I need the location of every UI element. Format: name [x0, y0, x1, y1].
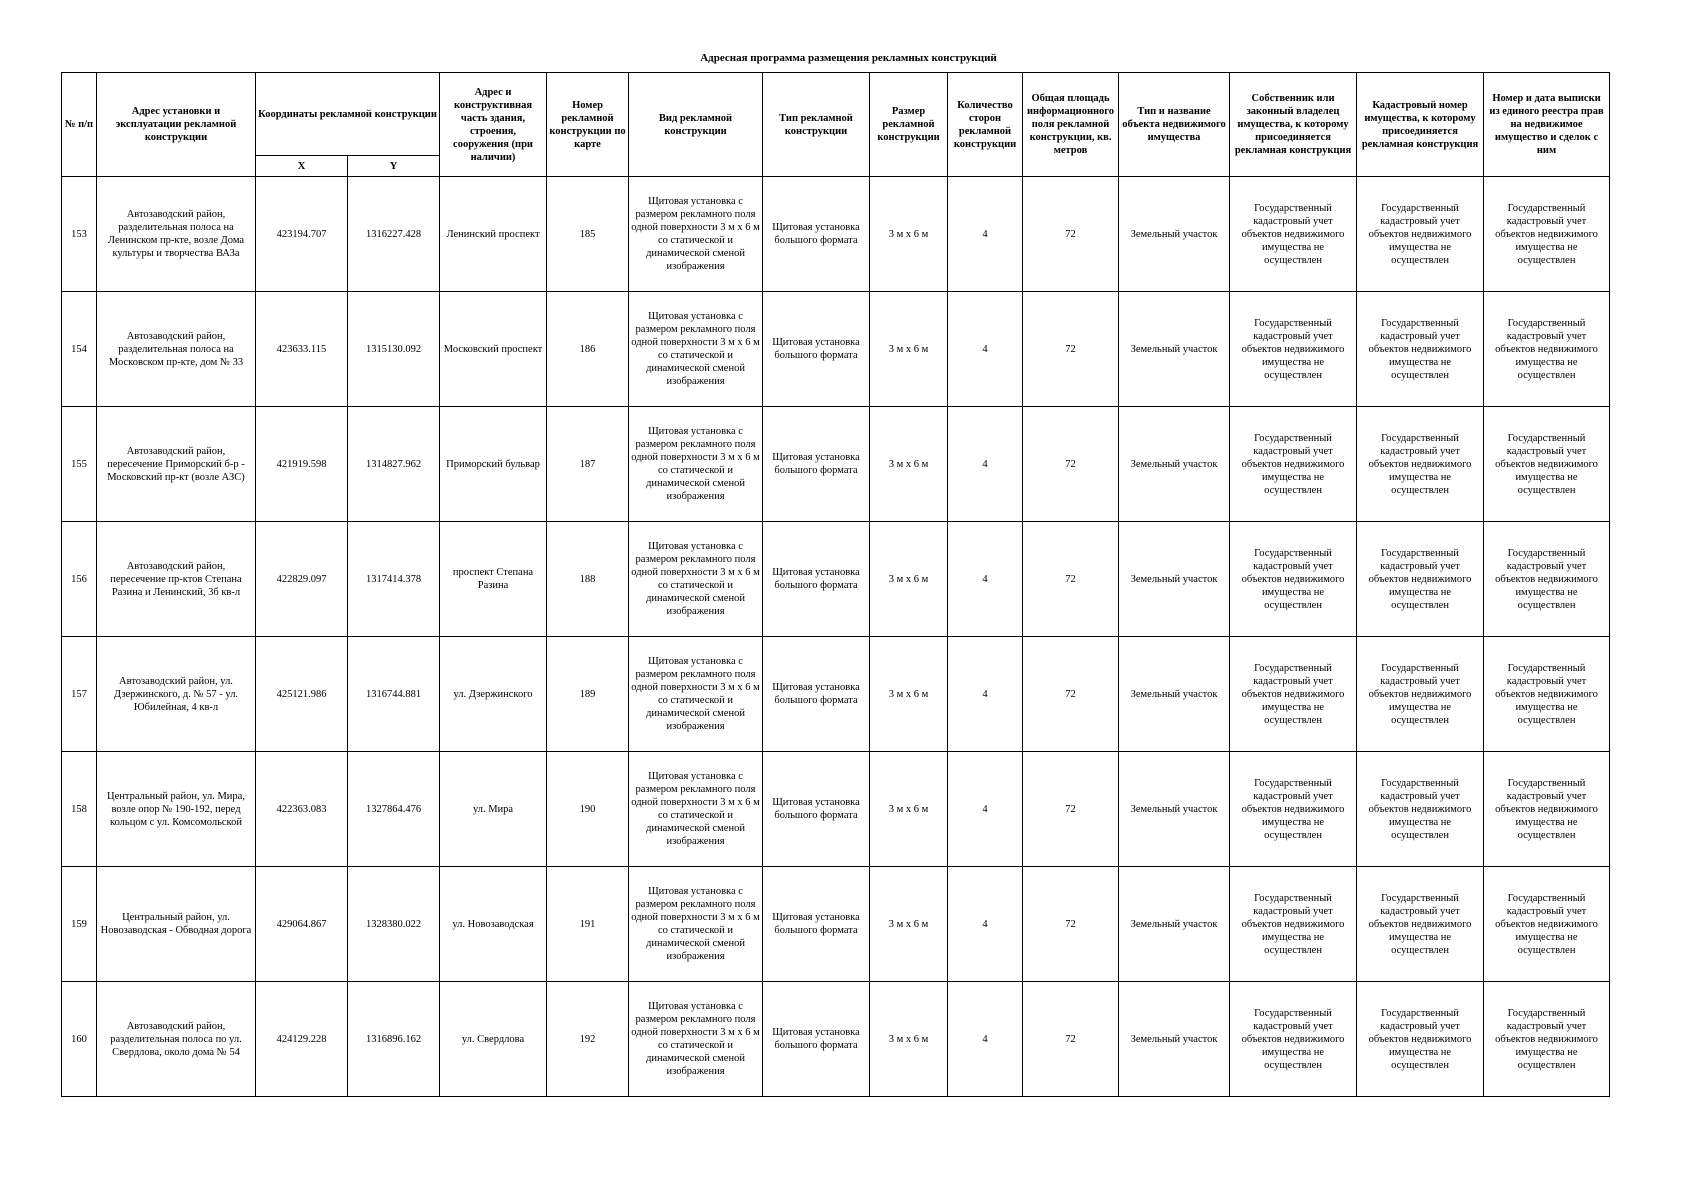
cell-registry: Государственный кадастровый учет объектов недвижимого имущества не осуществлен: [1484, 292, 1610, 407]
cell-sides: 4: [948, 752, 1023, 867]
header-registry: Номер и дата выписки из единого реестра прав на недвижимое имущество и сделок с ним: [1484, 73, 1610, 177]
cell-type: Щитовая установка большого формата: [763, 407, 870, 522]
header-map-num: Номер рекламной конструкции по карте: [547, 73, 629, 177]
cell-num: 154: [62, 292, 97, 407]
cell-map-num: 190: [547, 752, 629, 867]
cell-map-num: 187: [547, 407, 629, 522]
cell-size: 3 м х 6 м: [870, 752, 948, 867]
header-address: Адрес установки и эксплуатации рекламной конструкции: [97, 73, 256, 177]
cell-estate: Земельный участок: [1119, 752, 1230, 867]
cell-x: 423633.115: [256, 292, 348, 407]
cell-area: 72: [1023, 637, 1119, 752]
cell-type: Щитовая установка большого формата: [763, 982, 870, 1097]
cell-estate: Земельный участок: [1119, 522, 1230, 637]
cell-x: 421919.598: [256, 407, 348, 522]
header-type: Тип рекламной конструкции: [763, 73, 870, 177]
header-size: Размер рекламной конструкции: [870, 73, 948, 177]
header-sides: Количество сторон рекламной конструкции: [948, 73, 1023, 177]
cell-x: 423194.707: [256, 177, 348, 292]
cell-kind: Щитовая установка с размером рекламного поля одной поверхности 3 м х 6 м со статической и динамической сменой изображения: [629, 177, 763, 292]
cell-owner: Государственный кадастровый учет объектов недвижимого имущества не осуществлен: [1230, 982, 1357, 1097]
cell-address: Автозаводский район, разделительная полоса на Ленинском пр-кте, возле Дома культуры и творчества ВАЗа: [97, 177, 256, 292]
cell-area: 72: [1023, 982, 1119, 1097]
cell-type: Щитовая установка большого формата: [763, 867, 870, 982]
table-row: [62, 752, 1610, 867]
cell-cadastral: Государственный кадастровый учет объектов недвижимого имущества не осуществлен: [1357, 752, 1484, 867]
cell-address: Автозаводский район, разделительная полоса по ул. Свердлова, около дома № 54: [97, 982, 256, 1097]
cell-building: ул. Мира: [440, 752, 547, 867]
cell-area: 72: [1023, 867, 1119, 982]
cell-num: 156: [62, 522, 97, 637]
cell-type: Щитовая установка большого формата: [763, 292, 870, 407]
cell-y: 1316896.162: [348, 982, 440, 1097]
cell-kind: Щитовая установка с размером рекламного поля одной поверхности 3 м х 6 м со статической и динамической сменой изображения: [629, 407, 763, 522]
header-coords: Координаты рекламной конструкции: [256, 73, 440, 156]
cell-registry: Государственный кадастровый учет объектов недвижимого имущества не осуществлен: [1484, 867, 1610, 982]
cell-cadastral: Государственный кадастровый учет объектов недвижимого имущества не осуществлен: [1357, 522, 1484, 637]
cell-x: 429064.867: [256, 867, 348, 982]
cell-y: 1317414.378: [348, 522, 440, 637]
cell-size: 3 м х 6 м: [870, 177, 948, 292]
cell-size: 3 м х 6 м: [870, 407, 948, 522]
cell-owner: Государственный кадастровый учет объектов недвижимого имущества не осуществлен: [1230, 177, 1357, 292]
cell-address: Центральный район, ул. Новозаводская - Обводная дорога: [97, 867, 256, 982]
cell-registry: Государственный кадастровый учет объектов недвижимого имущества не осуществлен: [1484, 407, 1610, 522]
cell-size: 3 м х 6 м: [870, 292, 948, 407]
cell-map-num: 186: [547, 292, 629, 407]
header-y: Y: [348, 156, 440, 177]
cell-estate: Земельный участок: [1119, 177, 1230, 292]
table-row: [62, 867, 1610, 982]
cell-registry: Государственный кадастровый учет объектов недвижимого имущества не осуществлен: [1484, 752, 1610, 867]
header-row: [62, 73, 1610, 156]
cell-type: Щитовая установка большого формата: [763, 177, 870, 292]
cell-building: проспект Степана Разина: [440, 522, 547, 637]
table-row: [62, 407, 1610, 522]
cell-map-num: 192: [547, 982, 629, 1097]
cell-address: Автозаводский район, пересечение Приморский б-р - Московский пр-кт (возле АЗС): [97, 407, 256, 522]
cell-building: ул. Свердлова: [440, 982, 547, 1097]
cell-map-num: 191: [547, 867, 629, 982]
cell-y: 1315130.092: [348, 292, 440, 407]
cell-area: 72: [1023, 177, 1119, 292]
header-cadastral: Кадастровый номер имущества, к которому присоединяется рекламная конструкция: [1357, 73, 1484, 177]
cell-cadastral: Государственный кадастровый учет объектов недвижимого имущества не осуществлен: [1357, 982, 1484, 1097]
cell-type: Щитовая установка большого формата: [763, 637, 870, 752]
table-row: [62, 637, 1610, 752]
cell-size: 3 м х 6 м: [870, 867, 948, 982]
cell-owner: Государственный кадастровый учет объектов недвижимого имущества не осуществлен: [1230, 407, 1357, 522]
cell-registry: Государственный кадастровый учет объектов недвижимого имущества не осуществлен: [1484, 177, 1610, 292]
cell-type: Щитовая установка большого формата: [763, 522, 870, 637]
cell-estate: Земельный участок: [1119, 867, 1230, 982]
cell-num: 158: [62, 752, 97, 867]
cell-num: 160: [62, 982, 97, 1097]
cell-map-num: 189: [547, 637, 629, 752]
header-num: № п/п: [62, 73, 97, 177]
cell-sides: 4: [948, 292, 1023, 407]
cell-estate: Земельный участок: [1119, 982, 1230, 1097]
advertising-program-table: [61, 72, 1610, 1097]
cell-map-num: 188: [547, 522, 629, 637]
cell-y: 1316227.428: [348, 177, 440, 292]
cell-area: 72: [1023, 292, 1119, 407]
cell-registry: Государственный кадастровый учет объектов недвижимого имущества не осуществлен: [1484, 522, 1610, 637]
cell-kind: Щитовая установка с размером рекламного поля одной поверхности 3 м х 6 м со статической и динамической сменой изображения: [629, 637, 763, 752]
cell-estate: Земельный участок: [1119, 637, 1230, 752]
cell-sides: 4: [948, 177, 1023, 292]
cell-owner: Государственный кадастровый учет объектов недвижимого имущества не осуществлен: [1230, 522, 1357, 637]
cell-owner: Государственный кадастровый учет объектов недвижимого имущества не осуществлен: [1230, 752, 1357, 867]
cell-type: Щитовая установка большого формата: [763, 752, 870, 867]
cell-sides: 4: [948, 637, 1023, 752]
cell-x: 425121.986: [256, 637, 348, 752]
cell-owner: Государственный кадастровый учет объектов недвижимого имущества не осуществлен: [1230, 637, 1357, 752]
table-row: [62, 292, 1610, 407]
cell-kind: Щитовая установка с размером рекламного поля одной поверхности 3 м х 6 м со статической и динамической сменой изображения: [629, 292, 763, 407]
cell-size: 3 м х 6 м: [870, 637, 948, 752]
cell-sides: 4: [948, 407, 1023, 522]
cell-y: 1316744.881: [348, 637, 440, 752]
document-title: Адресная программа размещения рекламных конструкций: [700, 52, 997, 64]
cell-size: 3 м х 6 м: [870, 522, 948, 637]
cell-size: 3 м х 6 м: [870, 982, 948, 1097]
cell-area: 72: [1023, 752, 1119, 867]
cell-num: 157: [62, 637, 97, 752]
cell-map-num: 185: [547, 177, 629, 292]
cell-address: Центральный район, ул. Мира, возле опор № 190-192, перед кольцом с ул. Комсомольской: [97, 752, 256, 867]
cell-estate: Земельный участок: [1119, 292, 1230, 407]
cell-address: Автозаводский район, разделительная полоса на Московском пр-кте, дом № 33: [97, 292, 256, 407]
header-kind: Вид рекламной конструкции: [629, 73, 763, 177]
cell-num: 153: [62, 177, 97, 292]
table-row: [62, 982, 1610, 1097]
cell-kind: Щитовая установка с размером рекламного поля одной поверхности 3 м х 6 м со статической и динамической сменой изображения: [629, 867, 763, 982]
table-body: [62, 177, 1610, 1097]
table-row: [62, 522, 1610, 637]
cell-owner: Государственный кадастровый учет объектов недвижимого имущества не осуществлен: [1230, 867, 1357, 982]
cell-building: ул. Новозаводская: [440, 867, 547, 982]
cell-cadastral: Государственный кадастровый учет объектов недвижимого имущества не осуществлен: [1357, 637, 1484, 752]
cell-num: 155: [62, 407, 97, 522]
cell-cadastral: Государственный кадастровый учет объектов недвижимого имущества не осуществлен: [1357, 177, 1484, 292]
cell-kind: Щитовая установка с размером рекламного поля одной поверхности 3 м х 6 м со статической и динамической сменой изображения: [629, 752, 763, 867]
cell-kind: Щитовая установка с размером рекламного поля одной поверхности 3 м х 6 м со статической и динамической сменой изображения: [629, 522, 763, 637]
cell-x: 422363.083: [256, 752, 348, 867]
header-area: Общая площадь информационного поля рекламной конструкции, кв. метров: [1023, 73, 1119, 177]
header-building: Адрес и конструктивная часть здания, строения, сооружения (при наличии): [440, 73, 547, 177]
cell-address: Автозаводский район, пересечение пр-ктов Степана Разина и Ленинский, 3б кв-л: [97, 522, 256, 637]
cell-registry: Государственный кадастровый учет объектов недвижимого имущества не осуществлен: [1484, 637, 1610, 752]
cell-x: 424129.228: [256, 982, 348, 1097]
cell-y: 1327864.476: [348, 752, 440, 867]
cell-num: 159: [62, 867, 97, 982]
cell-area: 72: [1023, 522, 1119, 637]
cell-building: Ленинский проспект: [440, 177, 547, 292]
header-x: X: [256, 156, 348, 177]
cell-building: Московский проспект: [440, 292, 547, 407]
cell-sides: 4: [948, 982, 1023, 1097]
cell-cadastral: Государственный кадастровый учет объектов недвижимого имущества не осуществлен: [1357, 407, 1484, 522]
cell-cadastral: Государственный кадастровый учет объектов недвижимого имущества не осуществлен: [1357, 867, 1484, 982]
cell-x: 422829.097: [256, 522, 348, 637]
cell-owner: Государственный кадастровый учет объектов недвижимого имущества не осуществлен: [1230, 292, 1357, 407]
cell-cadastral: Государственный кадастровый учет объектов недвижимого имущества не осуществлен: [1357, 292, 1484, 407]
cell-y: 1328380.022: [348, 867, 440, 982]
cell-estate: Земельный участок: [1119, 407, 1230, 522]
table-row: [62, 177, 1610, 292]
cell-y: 1314827.962: [348, 407, 440, 522]
cell-building: ул. Дзержинского: [440, 637, 547, 752]
cell-area: 72: [1023, 407, 1119, 522]
header-owner: Собственник или законный владелец имущества, к которому присоединяется рекламная конструкция: [1230, 73, 1357, 177]
cell-building: Приморский бульвар: [440, 407, 547, 522]
cell-sides: 4: [948, 867, 1023, 982]
cell-kind: Щитовая установка с размером рекламного поля одной поверхности 3 м х 6 м со статической и динамической сменой изображения: [629, 982, 763, 1097]
cell-registry: Государственный кадастровый учет объектов недвижимого имущества не осуществлен: [1484, 982, 1610, 1097]
cell-sides: 4: [948, 522, 1023, 637]
cell-address: Автозаводский район, ул. Дзержинского, д. № 57 - ул. Юбилейная, 4 кв-л: [97, 637, 256, 752]
header-estate: Тип и название объекта недвижимого имущества: [1119, 73, 1230, 177]
